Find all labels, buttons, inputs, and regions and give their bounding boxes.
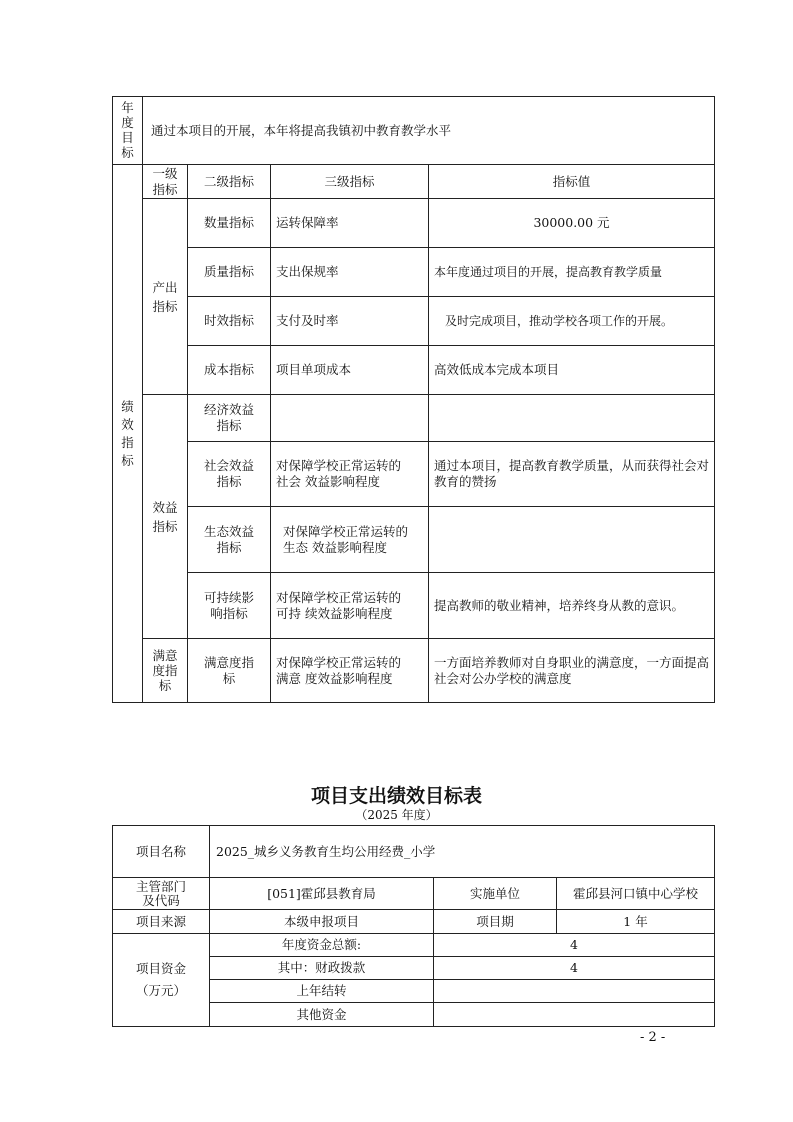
funds-row-label: 年度资金总额: (210, 934, 434, 957)
output-label: 产出指标 (143, 199, 188, 395)
benefit-level2: 社会效益指标 (188, 442, 271, 507)
benefit-level2: 经济效益指标 (188, 395, 271, 442)
satisfaction-level2: 满意度指标 (188, 639, 271, 703)
dept-label: 主管部门及代码 (113, 878, 210, 910)
satisfaction-label: 满意度指标 (143, 639, 188, 703)
dept-value: [051]霍邱县教育局 (210, 878, 434, 910)
header-level2: 二级指标 (188, 165, 271, 199)
source-label: 项目来源 (113, 910, 210, 934)
funds-label: 项目资金 （万元） (113, 934, 210, 1027)
benefit-level3: 对保障学校正常运转的可持 续效益影响程度 (271, 573, 429, 639)
source-value: 本级申报项目 (210, 910, 434, 934)
output-value: 高效低成本完成本项目 (429, 346, 715, 395)
output-value: 及时完成项目，推动学校各项工作的开展。 (429, 297, 715, 346)
funds-row-label: 上年结转 (210, 980, 434, 1003)
benefit-value (429, 395, 715, 442)
funds-row-value (434, 1003, 715, 1027)
output-level3: 支付及时率 (271, 297, 429, 346)
impl-value: 霍邱县河口镇中心学校 (557, 878, 715, 910)
output-value: 本年度通过项目的开展，提高教育教学质量 (429, 248, 715, 297)
satisfaction-level3: 对保障学校正常运转的满意 度效益影响程度 (271, 639, 429, 703)
project-expenditure-table (112, 825, 715, 1027)
benefit-level2: 生态效益指标 (188, 507, 271, 573)
project-name-label: 项目名称 (113, 826, 210, 878)
project-name-value: 2025_城乡义务教育生均公用经费_小学 (210, 826, 715, 878)
period-value: 1 年 (557, 910, 715, 934)
header-level1: 一级指标 (143, 165, 188, 199)
performance-table-continued (112, 96, 715, 703)
impl-label: 实施单位 (434, 878, 557, 910)
benefit-label: 效益指标 (143, 395, 188, 639)
period-label: 项目期 (434, 910, 557, 934)
output-level2: 数量指标 (188, 199, 271, 248)
benefit-level2: 可持续影响指标 (188, 573, 271, 639)
benefit-level3: 对保障学校正常运转的生态 效益影响程度 (271, 507, 429, 573)
funds-unit: （万元） (135, 983, 186, 998)
performance-label: 绩效指标 (113, 165, 143, 703)
table-subtitle: （2025 年度） (355, 808, 438, 822)
annual-goal-text: 通过本项目的开展，本年将提高我镇初中教育教学水平 (143, 97, 715, 165)
output-level2: 质量指标 (188, 248, 271, 297)
output-level2: 成本指标 (188, 346, 271, 395)
funds-row-value: 4 (434, 957, 715, 980)
output-level3: 运转保障率 (271, 199, 429, 248)
table-title: 项目支出绩效目标表 (310, 785, 482, 807)
annual-goal-label: 年度目标 (113, 97, 143, 165)
funds-row-value: 4 (434, 934, 715, 957)
benefit-value (429, 507, 715, 573)
benefit-level3: 对保障学校正常运转的社会 效益影响程度 (271, 442, 429, 507)
funds-row-label: 其他资金 (210, 1003, 434, 1027)
output-level2: 时效指标 (188, 297, 271, 346)
funds-row-label: 其中：财政拨款 (210, 957, 434, 980)
funds-row-value (434, 980, 715, 1003)
output-value: 30000.00 元 (429, 199, 715, 248)
output-level3: 支出保规率 (271, 248, 429, 297)
satisfaction-value: 一方面培养教师对自身职业的满意度，一方面提高社会对公办学校的满意度 (429, 639, 715, 703)
page-number: - 2 - (640, 1030, 666, 1045)
benefit-level3 (271, 395, 429, 442)
benefit-value: 通过本项目，提高教育教学质量，从而获得社会对教育的赞扬 (429, 442, 715, 507)
output-level3: 项目单项成本 (271, 346, 429, 395)
header-value: 指标值 (429, 165, 715, 199)
header-level3: 三级指标 (271, 165, 429, 199)
benefit-value: 提高教师的敬业精神，培养终身从教的意识。 (429, 573, 715, 639)
